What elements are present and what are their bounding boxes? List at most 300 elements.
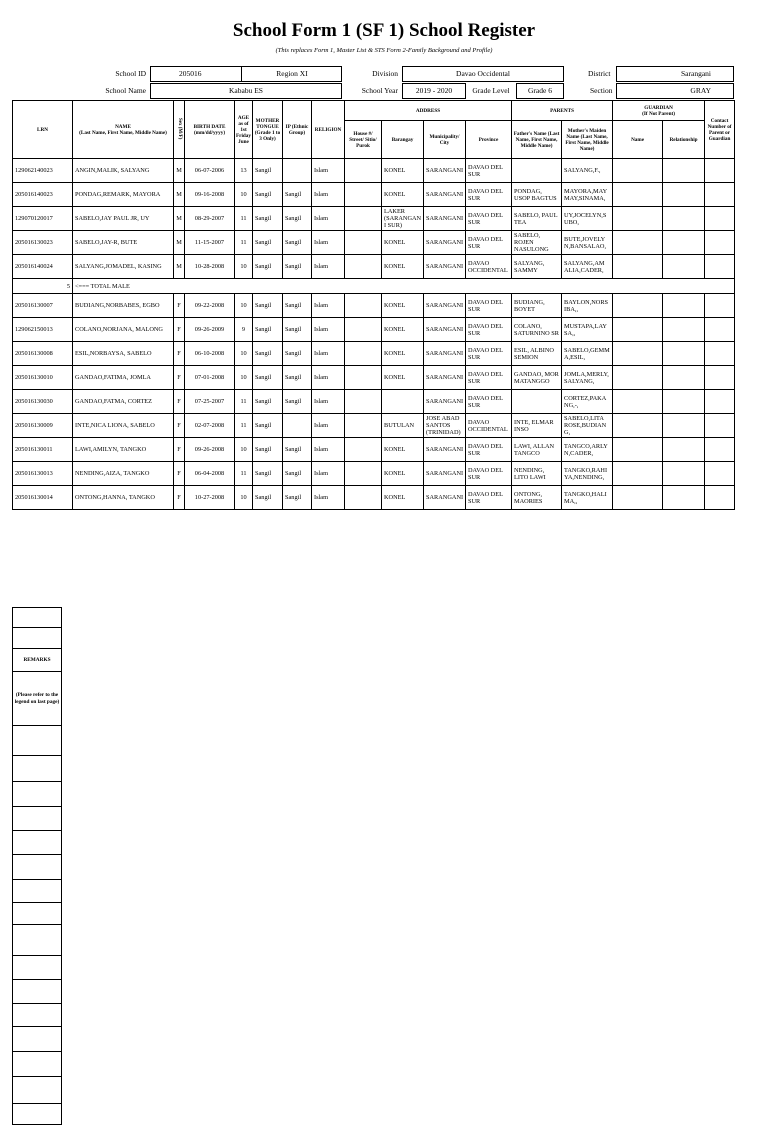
col-guardian-name: Name	[613, 121, 663, 159]
remarks-row	[13, 782, 62, 807]
cell-religion: Islam	[312, 462, 345, 486]
cell-g-rel	[663, 183, 705, 207]
cell-contact	[705, 390, 735, 414]
cell-ip	[283, 414, 312, 438]
cell-age: 10	[235, 342, 253, 366]
cell-sex: M	[174, 207, 185, 231]
cell-tongue: Sangil	[253, 462, 283, 486]
cell-name: GANDAO,FATMA, CORTEZ	[73, 390, 174, 414]
cell-house	[345, 231, 382, 255]
cell-tongue: Sangil	[253, 342, 283, 366]
cell-province: DAVAO DEL SUR	[466, 342, 512, 366]
cell-name: NENDING,AIZA, TANGKO	[73, 462, 174, 486]
cell-g-name	[613, 183, 663, 207]
cell-g-rel	[663, 318, 705, 342]
cell-name: INTE,NICA LIONA, SABELO	[73, 414, 174, 438]
cell-religion: Islam	[312, 318, 345, 342]
cell-lrn: 205016130010	[13, 366, 73, 390]
col-house: House #/ Street/ Sitio/ Purok	[345, 121, 382, 159]
cell-father: SALYANG, SAMMY	[512, 255, 562, 279]
col-birth-sub: (mm/dd/yyyy)	[193, 129, 226, 136]
cell-ip: Sangil	[283, 342, 312, 366]
cell-tongue: Sangil	[253, 390, 283, 414]
school-name-value: Kababu ES	[150, 83, 342, 99]
cell-g-name	[613, 462, 663, 486]
region-value: Region XI	[241, 67, 342, 81]
cell-contact	[705, 159, 735, 183]
cell-mother: TANGKO,HALI MA,,	[562, 486, 613, 510]
cell-father: BUDIANG, BOYET	[512, 294, 562, 318]
student-row	[13, 318, 735, 342]
cell-g-name	[613, 159, 663, 183]
cell-mother: CORTEZ,PAKA NG,-,	[562, 390, 613, 414]
cell-house	[345, 255, 382, 279]
student-row	[13, 342, 735, 366]
cell-lrn: 129062140023	[13, 159, 73, 183]
cell-age: 10	[235, 294, 253, 318]
cell-age: 11	[235, 207, 253, 231]
remarks-row	[13, 726, 62, 756]
student-row	[13, 207, 735, 231]
cell-province: DAVAO DEL SUR	[466, 366, 512, 390]
cell-lrn: 129070120017	[13, 207, 73, 231]
cell-mother: JOMLA,MERLY, SALYANG,	[562, 366, 613, 390]
col-guardian-sub: (If Not Parent)	[642, 110, 675, 117]
cell-house	[345, 342, 382, 366]
cell-mother: SALYANG,F.,	[562, 159, 613, 183]
cell-contact	[705, 366, 735, 390]
cell-municipality: SARANGANI	[424, 294, 466, 318]
col-mother: Mother's Maiden Name (Last Name, First Name, Middle Name)	[562, 121, 613, 159]
cell-g-rel	[663, 390, 705, 414]
cell-barangay: KONEL	[382, 318, 424, 342]
cell-barangay	[382, 390, 424, 414]
cell-religion: Islam	[312, 231, 345, 255]
cell-ip: Sangil	[283, 390, 312, 414]
cell-birth: 09-26-2009	[185, 318, 235, 342]
cell-municipality: SARANGANI	[424, 159, 466, 183]
remarks-row	[13, 903, 62, 925]
cell-age: 11	[235, 462, 253, 486]
cell-mother: SABELO,GEMM A,ESIL,	[562, 342, 613, 366]
remarks-row	[13, 1004, 62, 1027]
cell-g-name	[613, 366, 663, 390]
cell-birth: 09-22-2008	[185, 294, 235, 318]
cell-name: COLANO,NORJANA, MALONG	[73, 318, 174, 342]
cell-name: PONDAG,REMARK, MAYORA	[73, 183, 174, 207]
section-label: Section	[590, 86, 613, 95]
cell-g-rel	[663, 207, 705, 231]
cell-province: DAVAO DEL SUR	[466, 486, 512, 510]
cell-g-rel	[663, 486, 705, 510]
cell-house	[345, 207, 382, 231]
cell-barangay: KONEL	[382, 159, 424, 183]
cell-age: 11	[235, 390, 253, 414]
cell-g-rel	[663, 366, 705, 390]
cell-sex: F	[174, 486, 185, 510]
male-rows	[13, 159, 735, 279]
col-tongue: MOTHER TONGUE (Grade 1 to 3 Only)	[253, 101, 283, 159]
cell-barangay: KONEL	[382, 231, 424, 255]
cell-birth: 08-29-2007	[185, 207, 235, 231]
cell-birth: 11-15-2007	[185, 231, 235, 255]
cell-mother: MAYORA,MAY MAY,SINAMA,	[562, 183, 613, 207]
student-row	[13, 414, 735, 438]
cell-age: 10	[235, 366, 253, 390]
cell-g-name	[613, 486, 663, 510]
col-father: Father's Name (Last Name, First Name, Middle Name)	[512, 121, 562, 159]
cell-g-rel	[663, 438, 705, 462]
remarks-row	[13, 831, 62, 855]
cell-birth: 06-07-2006	[185, 159, 235, 183]
cell-father: SABELO, ROJEN NASULONG	[512, 231, 562, 255]
student-row	[13, 183, 735, 207]
student-row	[13, 366, 735, 390]
cell-father: SABELO, PAUL TEA	[512, 207, 562, 231]
total-male-count: 5	[13, 279, 73, 294]
cell-contact	[705, 294, 735, 318]
cell-municipality: SARANGANI	[424, 342, 466, 366]
cell-barangay: KONEL	[382, 342, 424, 366]
cell-mother: SABELO,LITA ROSE,BUDIAN G,	[562, 414, 613, 438]
cell-province: DAVAO DEL SUR	[466, 318, 512, 342]
cell-age: 10	[235, 183, 253, 207]
remarks-row	[13, 1077, 62, 1104]
cell-sex: F	[174, 414, 185, 438]
col-age: AGE as of 1st Friday June	[235, 101, 253, 159]
cell-name: GANDAO,FATIMA, JOMLA	[73, 366, 174, 390]
cell-father: LAWI, ALLAN TANGCO	[512, 438, 562, 462]
cell-barangay: KONEL	[382, 366, 424, 390]
cell-sex: M	[174, 255, 185, 279]
cell-contact	[705, 414, 735, 438]
col-guardian-title: GUARDIAN	[644, 104, 673, 111]
cell-municipality: SARANGANI	[424, 207, 466, 231]
cell-birth: 10-28-2008	[185, 255, 235, 279]
cell-mother: TANGCO,ARLY N,CADER,	[562, 438, 613, 462]
remarks-row	[13, 956, 62, 980]
cell-name: LAWI,AMILYN, TANGKO	[73, 438, 174, 462]
cell-father: GANDAO, MOR MATANGGO	[512, 366, 562, 390]
cell-father: PONDAG, USOP BAGTUS	[512, 183, 562, 207]
school-id-label: School ID	[115, 69, 146, 78]
cell-contact	[705, 318, 735, 342]
cell-house	[345, 390, 382, 414]
cell-contact	[705, 255, 735, 279]
form-subtitle: (This replaces Form 1, Master List & STS Form 2-Family Background and Profile)	[275, 47, 493, 54]
cell-municipality: SARANGANI	[424, 390, 466, 414]
cell-ip	[283, 159, 312, 183]
remarks-note: (Please refer to the legend on last page)	[13, 672, 62, 726]
cell-age: 10	[235, 486, 253, 510]
cell-lrn: 205016140024	[13, 255, 73, 279]
cell-barangay: KONEL	[382, 486, 424, 510]
form-title: School Form 1 (SF 1) School Register	[232, 20, 536, 41]
cell-religion: Islam	[312, 294, 345, 318]
cell-religion: Islam	[312, 486, 345, 510]
cell-municipality: SARANGANI	[424, 462, 466, 486]
cell-age: 9	[235, 318, 253, 342]
cell-sex: F	[174, 366, 185, 390]
cell-province: DAVAO DEL SUR	[466, 438, 512, 462]
cell-religion: Islam	[312, 390, 345, 414]
cell-tongue: Sangil	[253, 486, 283, 510]
col-name-title: NAME	[115, 123, 131, 130]
col-municipality: Municipality/ City	[424, 121, 466, 159]
cell-g-rel	[663, 414, 705, 438]
cell-sex: F	[174, 438, 185, 462]
col-birth	[185, 101, 235, 159]
cell-tongue: Sangil	[253, 231, 283, 255]
cell-ip: Sangil	[283, 207, 312, 231]
remarks-row	[13, 807, 62, 831]
student-row	[13, 255, 735, 279]
remarks-row	[13, 1104, 62, 1125]
cell-g-name	[613, 390, 663, 414]
col-contact: Contact Number of Parent or Guardian	[705, 101, 735, 159]
cell-lrn: 205016140023	[13, 183, 73, 207]
student-row	[13, 438, 735, 462]
cell-province: DAVAO DEL SUR	[466, 231, 512, 255]
school-id-box	[150, 66, 342, 82]
cell-lrn: 205016130030	[13, 390, 73, 414]
division-value: Davao Occidental	[402, 66, 564, 82]
col-guardian-relationship: Relationship	[663, 121, 705, 159]
col-address: ADDRESS	[345, 101, 512, 121]
cell-mother: UY,JOCELYN,S UBO,	[562, 207, 613, 231]
cell-municipality: SARANGANI	[424, 486, 466, 510]
cell-tongue: Sangil	[253, 438, 283, 462]
cell-barangay: KONEL	[382, 255, 424, 279]
remarks-blank	[13, 608, 62, 628]
cell-g-name	[613, 318, 663, 342]
cell-lrn: 205016130014	[13, 486, 73, 510]
cell-ip: Sangil	[283, 366, 312, 390]
cell-tongue: Sangil	[253, 255, 283, 279]
remarks-table	[12, 607, 62, 1125]
cell-tongue: Sangil	[253, 414, 283, 438]
cell-barangay: KONEL	[382, 438, 424, 462]
cell-birth: 09-26-2008	[185, 438, 235, 462]
cell-ip: Sangil	[283, 462, 312, 486]
cell-municipality: SARANGANI	[424, 318, 466, 342]
cell-name: ESIL,NORBAYSA, SABELO	[73, 342, 174, 366]
remarks-row	[13, 980, 62, 1004]
cell-name: SABELO,JAY PAUL JR, UY	[73, 207, 174, 231]
cell-barangay: KONEL	[382, 294, 424, 318]
cell-g-rel	[663, 255, 705, 279]
student-row	[13, 231, 735, 255]
cell-g-rel	[663, 462, 705, 486]
col-birth-title: BIRTH DATE	[193, 123, 226, 130]
total-male-section	[13, 279, 735, 294]
cell-sex: F	[174, 318, 185, 342]
cell-lrn: 129062150013	[13, 318, 73, 342]
cell-age: 10	[235, 438, 253, 462]
cell-contact	[705, 462, 735, 486]
cell-municipality: SARANGANI	[424, 366, 466, 390]
cell-barangay: KONEL	[382, 183, 424, 207]
cell-province: DAVAO OCCIDENTAL	[466, 255, 512, 279]
grade-level-value: Grade 6	[516, 83, 564, 99]
cell-house	[345, 414, 382, 438]
cell-father	[512, 390, 562, 414]
cell-ip: Sangil	[283, 438, 312, 462]
student-row	[13, 462, 735, 486]
cell-mother: MUSTAPA,LAY SA,,	[562, 318, 613, 342]
col-lrn: LRN	[13, 101, 73, 159]
school-id-value: 205016	[179, 69, 202, 78]
cell-g-name	[613, 294, 663, 318]
cell-lrn: 205016130023	[13, 231, 73, 255]
cell-ip: Sangil	[283, 486, 312, 510]
remarks-label: REMARKS	[13, 649, 62, 672]
col-province: Province	[466, 121, 512, 159]
student-row	[13, 294, 735, 318]
cell-age: 13	[235, 159, 253, 183]
cell-age: 11	[235, 414, 253, 438]
cell-contact	[705, 438, 735, 462]
cell-sex: M	[174, 183, 185, 207]
cell-birth: 07-25-2007	[185, 390, 235, 414]
cell-lrn: 205016130013	[13, 462, 73, 486]
cell-ip: Sangil	[283, 318, 312, 342]
cell-g-rel	[663, 294, 705, 318]
cell-sex: M	[174, 159, 185, 183]
col-ip: IP (Ethnic Group)	[283, 101, 312, 159]
cell-province: DAVAO DEL SUR	[466, 183, 512, 207]
cell-mother: TANGKO,RAHI YA,NENDING,	[562, 462, 613, 486]
cell-tongue: Sangil	[253, 207, 283, 231]
cell-province: DAVAO DEL SUR	[466, 207, 512, 231]
cell-province: DAVAO DEL SUR	[466, 159, 512, 183]
remarks-row	[13, 1027, 62, 1052]
col-sex	[174, 101, 185, 159]
col-barangay: Barangay	[382, 121, 424, 159]
cell-father: ESIL, ALBINO SEMION	[512, 342, 562, 366]
cell-sex: F	[174, 462, 185, 486]
cell-contact	[705, 183, 735, 207]
cell-sex: F	[174, 390, 185, 414]
cell-sex: F	[174, 294, 185, 318]
cell-religion: Islam	[312, 342, 345, 366]
cell-ip: Sangil	[283, 231, 312, 255]
cell-religion: Islam	[312, 159, 345, 183]
cell-g-name	[613, 414, 663, 438]
district-label: District	[588, 69, 611, 78]
school-name-label: School Name	[105, 86, 146, 95]
cell-municipality: SARANGANI	[424, 231, 466, 255]
cell-house	[345, 438, 382, 462]
col-guardian	[613, 101, 705, 121]
cell-name: SABELO,JAY-R, BUTE	[73, 231, 174, 255]
cell-contact	[705, 207, 735, 231]
cell-lrn: 205016130009	[13, 414, 73, 438]
cell-g-name	[613, 438, 663, 462]
col-parents: PARENTS	[512, 101, 613, 121]
cell-contact	[705, 342, 735, 366]
cell-house	[345, 462, 382, 486]
cell-ip: Sangil	[283, 183, 312, 207]
cell-contact	[705, 486, 735, 510]
cell-name: SALYANG,JOMADEL, KASING	[73, 255, 174, 279]
cell-tongue: Sangil	[253, 294, 283, 318]
cell-birth: 06-10-2008	[185, 342, 235, 366]
col-religion: RELIGION	[312, 101, 345, 159]
cell-lrn: 205016130008	[13, 342, 73, 366]
cell-barangay: KONEL	[382, 462, 424, 486]
remarks-row	[13, 756, 62, 782]
grade-level-label: Grade Level	[472, 86, 510, 95]
cell-age: 10	[235, 255, 253, 279]
district-value: Sarangani	[616, 66, 734, 82]
remarks-row	[13, 925, 62, 956]
cell-ip: Sangil	[283, 294, 312, 318]
cell-tongue: Sangil	[253, 318, 283, 342]
cell-ip: Sangil	[283, 255, 312, 279]
cell-municipality: SARANGANI	[424, 183, 466, 207]
section-value: GRAY	[616, 83, 734, 99]
cell-g-rel	[663, 231, 705, 255]
cell-house	[345, 486, 382, 510]
cell-mother: SALYANG,AM ALIA,CADER,	[562, 255, 613, 279]
cell-religion: Islam	[312, 414, 345, 438]
cell-municipality: SARANGANI	[424, 438, 466, 462]
cell-birth: 06-04-2008	[185, 462, 235, 486]
remarks-row	[13, 1052, 62, 1077]
cell-g-name	[613, 255, 663, 279]
cell-lrn: 205016130011	[13, 438, 73, 462]
remarks-row	[13, 855, 62, 880]
division-label: Division	[372, 69, 398, 78]
cell-house	[345, 159, 382, 183]
cell-sex: F	[174, 342, 185, 366]
student-row	[13, 390, 735, 414]
remarks-row	[13, 880, 62, 903]
cell-province: DAVAO DEL SUR	[466, 294, 512, 318]
cell-house	[345, 183, 382, 207]
cell-name: ANGIN,MALIK, SALYANG	[73, 159, 174, 183]
remarks-blank	[13, 628, 62, 649]
cell-province: DAVAO OCCIDENTAL	[466, 414, 512, 438]
school-year-label: School Year	[361, 86, 398, 95]
cell-g-rel	[663, 342, 705, 366]
cell-g-rel	[663, 159, 705, 183]
cell-municipality: SARANGANI	[424, 255, 466, 279]
cell-name: ONTONG,HANNA, TANGKO	[73, 486, 174, 510]
cell-sex: M	[174, 231, 185, 255]
cell-province: DAVAO DEL SUR	[466, 390, 512, 414]
cell-province: DAVAO DEL SUR	[466, 462, 512, 486]
col-sex-label: Sex (M/F)	[177, 117, 182, 140]
cell-father	[512, 159, 562, 183]
cell-birth: 02-07-2008	[185, 414, 235, 438]
cell-mother: BUTE,JOVELY N,BANSALAO,	[562, 231, 613, 255]
cell-tongue: Sangil	[253, 366, 283, 390]
cell-g-name	[613, 342, 663, 366]
cell-name: BUDIANG,NORBABES, EGBO	[73, 294, 174, 318]
cell-g-name	[613, 207, 663, 231]
cell-religion: Islam	[312, 207, 345, 231]
cell-age: 11	[235, 231, 253, 255]
female-rows	[13, 294, 735, 510]
cell-father: NENDING, LITO LAWI	[512, 462, 562, 486]
cell-tongue: Sangil	[253, 159, 283, 183]
cell-religion: Islam	[312, 366, 345, 390]
total-male-label: <=== TOTAL MALE	[73, 279, 735, 294]
register-table	[12, 100, 735, 510]
cell-house	[345, 318, 382, 342]
